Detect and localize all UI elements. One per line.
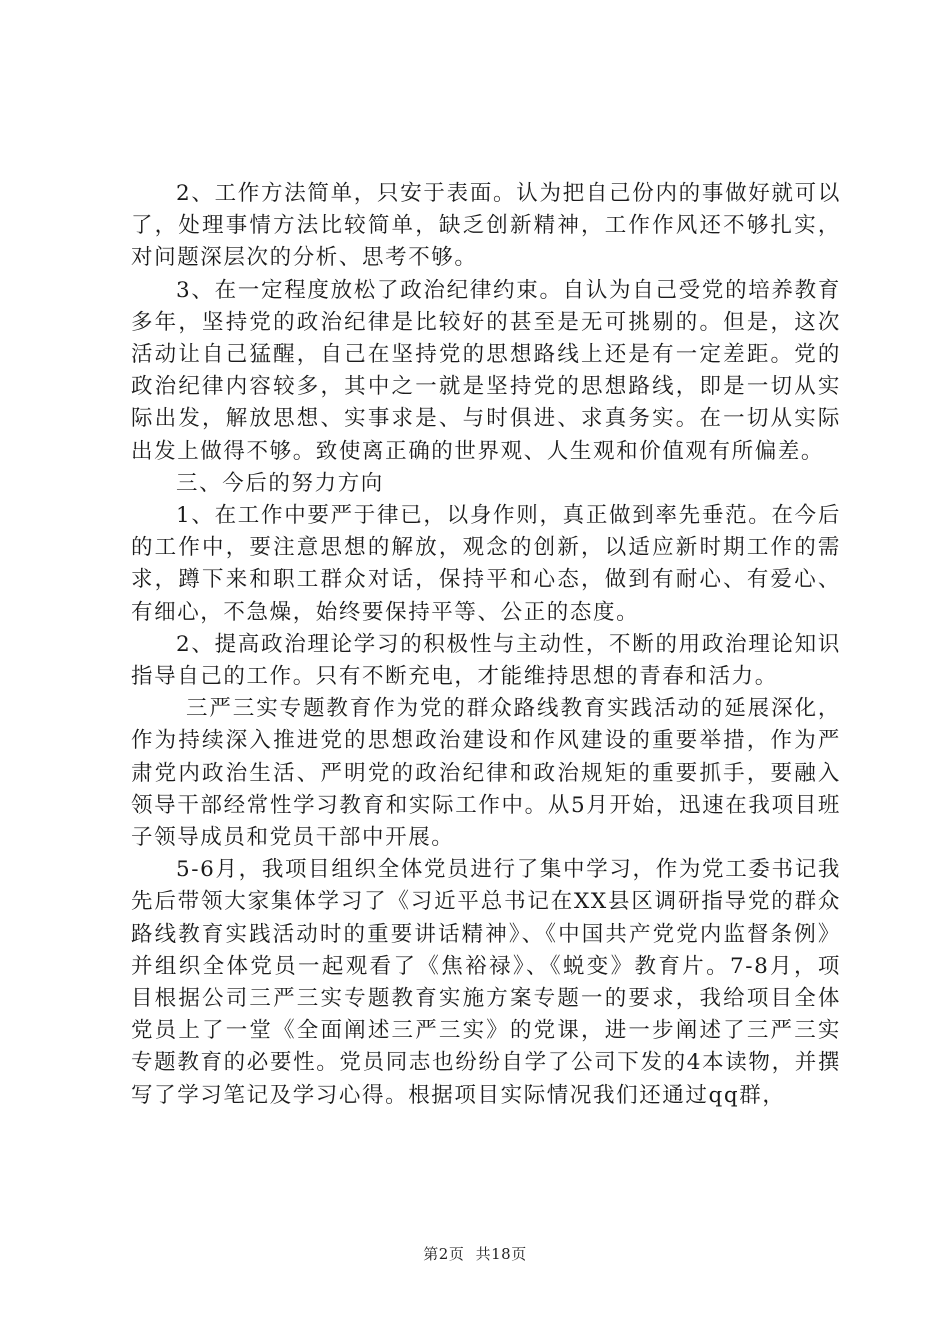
paragraph-three-stricts-intro: 三严三实专题教育作为党的群众路线教育实践活动的延展深化，作为持续深入推进党的思想政治建设和作风建设的重要举措，作为严肃党内政治生活、严明党的政治纪律和政治规矩的重要抓手，要融入领导干部经常性学习教育和实际工作中。从5月开始，迅速在我项目班子领导成员和党员干部中开展。 xyxy=(131,696,841,851)
section-heading-future-direction: 三、今后的努力方向 xyxy=(176,470,384,496)
document-body xyxy=(131,178,841,1112)
page-footer xyxy=(0,1243,950,1264)
paragraph-self-discipline: 1、在工作中要严于律已，以身作则，真正做到率先垂范。在今后的工作中，要注意思想的解放，观念的创新，以适应新时期工作的需求，蹲下来和职工群众对话，保持平和心态，做到有耐心、有爱心、有细心，不急燥，始终要保持平等、公正的态度。 xyxy=(131,503,841,625)
total-pages: 共18页 xyxy=(475,1245,527,1263)
page-number: 第2页 xyxy=(423,1245,465,1263)
paragraph-political-discipline: 3、在一定程度放松了政治纪律约束。自认为自己受党的培养教育多年，坚持党的政治纪律是比较好的甚至是无可挑剔的。但是，这次活动让自己猛醒，自己在坚持党的思想路线上还是有一定差距。党的政治纪律内容较多，其中之一就是坚持党的思想路线，即是一切从实际出发，解放思想、实事求是、与时俱进、求真务实。在一切从实际出发上做得不够。致使离正确的世界观、人生观和价值观有所偏差。 xyxy=(131,277,841,464)
paragraph-theory-study: 2、提高政治理论学习的积极性与主动性，不断的用政治理论知识指导自己的工作。只有不断充电，才能维持思想的青春和活力。 xyxy=(131,631,841,690)
paragraph-study-activities: 5-6月，我项目组织全体党员进行了集中学习，作为党工委书记我先后带领大家集体学习了《习近平总书记在XX县区调研指导党的群众路线教育实践活动时的重要讲话精神》、《中国共产党党内监督条例》并组织全体党员一起观看了《焦裕禄》、《蜕变》教育片。7-8月，项目根据公司三严三实专题教育实施方案专题一的要求，我给项目全体党员上了一堂《全面阐述三严三实》的党课，进一步阐述了三严三实专题教育的必要性。党员同志也纷纷自学了公司下发的4本读物，并撰写了学习笔记及学习心得。根据项目实际情况我们还通过qq群， xyxy=(131,857,841,1108)
paragraph-work-method: 2、工作方法简单，只安于表面。认为把自己份内的事做好就可以了，处理事情方法比较简单，缺乏创新精神，工作作风还不够扎实，对问题深层次的分析、思考不够。 xyxy=(131,181,841,271)
